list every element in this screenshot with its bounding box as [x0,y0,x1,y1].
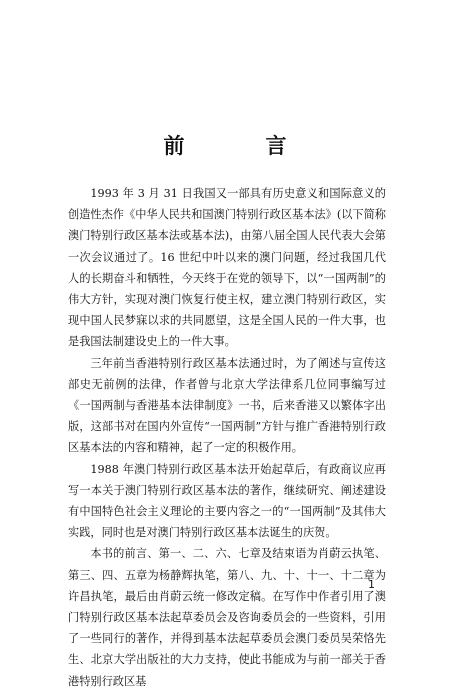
page-title: 前 言 [163,134,317,158]
page-number: 1 [368,578,375,591]
paragraph: 1988 年澳门特别行政区基本法开始起草后，有政商议应再写一本关于澳门特别行政区基本法的著作，继续研究、阐述建设有中国特色社会主义理论的主要内容之一的“一国两制”及其伟大实践，同时也是对澳门特别行政区基本法诞生的庆贺。 [68,462,386,540]
paragraph: 1993 年 3 月 31 日我国又一部具有历史意义和国际意义的创造性杰作《中华人民共和国澳门特别行政区基本法》(以下简称澳门特别行政区基本法或基本法)，由第八届全国人民代表大会第一次会议通过了。16 世纪中叶以来的澳门问题，经过我国几代人的长期奋斗和牺牲，今天终于在党的领导下，以“一国两制”的伟大方针，实现对澳门恢复行使主权，建立澳门特别行政区，实现中国人民梦寐以求的共同愿望，这是全国人民的一件大事，也是我国法制建设史上的一件大事。 [68,187,386,349]
paragraph: 本书的前言、第一、二、六、七章及结束语为肖蔚云执笔、第三、四、五章为杨静辉执笔，第八、九、十、十一、十二章为许昌执笔，最后由肖蔚云统一修改定稿。在写作中作者引用了澳门特别行政区基本法起草委员会及咨询委员会的一些资料，引用了一些同行的著作，并得到基本法起草委员会澳门委员吴荣恪先生、北京大学出版社的大力支持，使此书能成为与前一部关于香港特别行政区基 [68,547,386,688]
body-text [68,183,386,692]
paragraph: 三年前当香港特别行政区基本法通过时，为了阐述与宣传这部史无前例的法律，作者曾与北京大学法律系几位同事编写过《一国两制与香港基本法律制度》一书，后来香港又以繁体字出版，这部书对在国内外宣传“一国两制”方针与推广香港特别行政区基本法的内容和精神，起了一定的积极作用。 [68,356,386,455]
